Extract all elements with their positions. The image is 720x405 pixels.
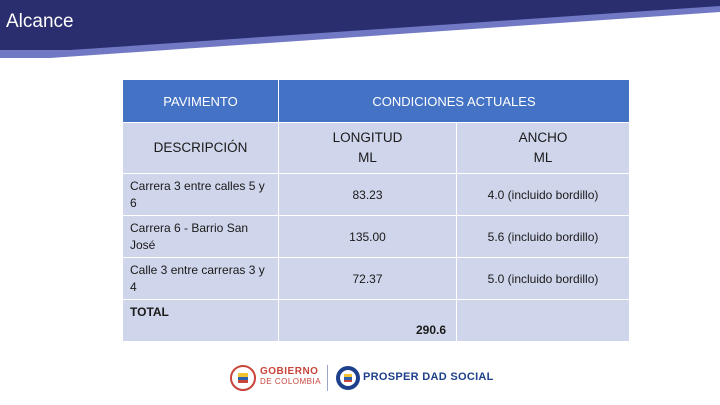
prosperidad-logo-text: PROSPER DAD SOCIAL	[363, 371, 494, 383]
colombia-seal-icon	[230, 364, 256, 392]
row-width: 4.0 (incluido bordillo)	[457, 174, 630, 216]
gobierno-logo-text	[260, 367, 321, 387]
row-width: 5.6 (incluido bordillo)	[457, 216, 630, 258]
row-description: Calle 3 entre carreras 3 y 4	[123, 258, 279, 300]
slide-title: Alcance	[6, 11, 74, 32]
table-row	[123, 174, 630, 216]
total-empty-cell	[457, 300, 630, 342]
subheader-width	[457, 123, 630, 174]
logo-divider	[327, 365, 328, 391]
subheader-width-line2: ML	[533, 150, 553, 165]
table-row	[123, 258, 630, 300]
row-description: Carrera 3 entre calles 5 y 6	[123, 174, 279, 216]
table-subheader-row	[123, 123, 630, 174]
total-label: TOTAL	[123, 300, 279, 342]
total-value: 290.6	[279, 300, 457, 342]
gobierno-line2: DE COLOMBIA	[260, 377, 322, 386]
table-header-row	[123, 80, 630, 123]
footer-logos	[230, 364, 500, 392]
subheader-length-line2: ML	[358, 150, 377, 165]
subheader-description: DESCRIPCIÓN	[123, 123, 279, 174]
header-condiciones: CONDICIONES ACTUALES	[279, 80, 630, 123]
row-length: 72.37	[279, 258, 457, 300]
colombia-seal-icon	[334, 364, 362, 392]
banner-shape	[0, 0, 720, 62]
table-row	[123, 216, 630, 258]
table-total-row	[123, 300, 630, 342]
subheader-width-line1: ANCHO	[518, 130, 568, 145]
row-length: 135.00	[279, 216, 457, 258]
row-width: 5.0 (incluido bordillo)	[457, 258, 630, 300]
conditions-table	[122, 79, 630, 342]
row-length: 83.23	[279, 174, 457, 216]
gobierno-line1: GOBIERNO	[260, 366, 319, 377]
row-description: Carrera 6 - Barrio San José	[123, 216, 279, 258]
title-banner	[0, 0, 720, 62]
header-pavimento: PAVIMENTO	[123, 80, 279, 123]
subheader-length	[279, 123, 457, 174]
subheader-length-line1: LONGITUD	[332, 130, 403, 145]
